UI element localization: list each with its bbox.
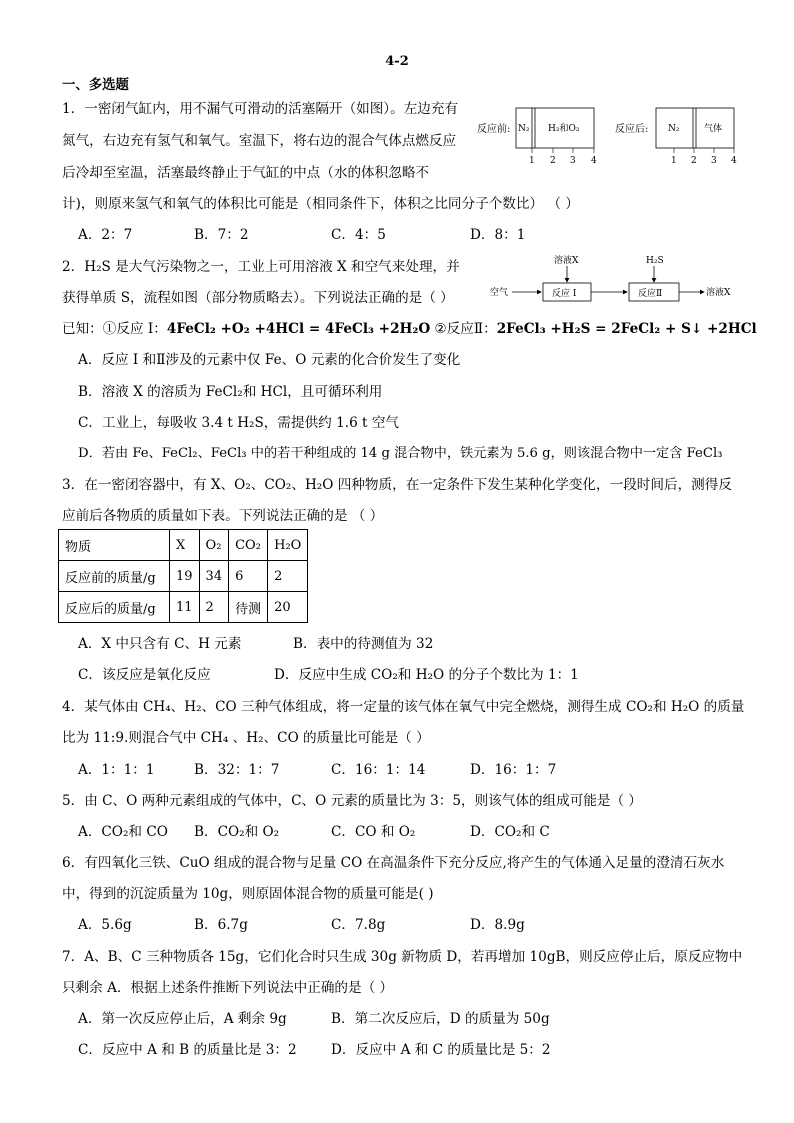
q3-option-a[interactable]: A．X 中只含有 C、H 元素	[78, 636, 242, 652]
svg-text:1: 1	[529, 156, 535, 166]
table-cell: 2	[199, 592, 229, 623]
q6-line-2: 中，得到的沉淀质量为 10g，则原固体混合物的质量可能是( )	[62, 886, 434, 902]
flow-h2s-in: H₂S	[646, 256, 664, 266]
q1-option-d[interactable]: D．8：1	[470, 227, 526, 243]
before-label: 反应前:	[477, 124, 511, 135]
svg-text:3: 3	[570, 156, 576, 166]
table-cell: 20	[268, 592, 308, 623]
table-header-cell: CO₂	[229, 530, 268, 561]
q7-option-c[interactable]: C．反应中 A 和 B 的质量比是 3：2	[78, 1042, 297, 1058]
q6-option-a[interactable]: A．5.6g	[78, 917, 132, 933]
q1-line-1: 1．一密闭气缸内，用不漏气可滑动的活塞隔开（如图）。左边充有	[62, 101, 459, 117]
svg-text:1: 1	[671, 156, 677, 166]
q2-option-a[interactable]: A．反应 I 和Ⅱ涉及的元素中仅 Fe、O 元素的化合价发生了变化	[78, 352, 461, 368]
before-left-gas: N₂	[518, 124, 530, 134]
q4-line-2: 比为 11:9.则混合气中 CH₄ 、H₂、CO 的质量比可能是（ ）	[62, 730, 430, 746]
q7-line-1: 7．A、B、C 三种物质各 15g，它们化合时只生成 30g 新物质 D，若再增加 10gB，则反应停止后，原反应物中	[62, 949, 743, 965]
page-title: 4-2	[385, 54, 409, 69]
svg-text:2: 2	[691, 156, 697, 166]
q4-option-c[interactable]: C．16：1：14	[331, 762, 426, 778]
q6-option-c[interactable]: C．7.8g	[331, 917, 386, 933]
q3-line-2: 应前后各物质的质量如下表。下列说法正确的是 （ ）	[62, 508, 384, 524]
q2-line-2: 获得单质 S，流程如图（部分物质略去）。下列说法正确的是（ ）	[62, 290, 454, 306]
after-right-gas: 气体	[704, 124, 723, 134]
q1-option-c[interactable]: C．4：5	[331, 227, 386, 243]
q7-line-2: 只剩余 A．根据上述条件推断下列说法中正确的是（ ）	[62, 980, 394, 996]
q2-known: 已知：①反应 I：4FeCl₂ +O₂ +4HCl = 4FeCl₃ +2H₂O ②反应Ⅱ：2FeCl₃ +H₂S = 2FeCl₂ + S↓ +2HCl	[62, 321, 757, 337]
q3-option-d[interactable]: D．反应中生成 CO₂和 H₂O 的分子个数比为 1：1	[274, 667, 579, 683]
section-heading: 一、多选题	[62, 77, 129, 93]
table-header-row	[59, 530, 308, 561]
piston-cylinder-diagram	[474, 100, 744, 168]
q5-line-1: 5．由 C、O 两种元素组成的气体中，C、O 元素的质量比为 3：5，则该气体的组成可能是（ ）	[62, 793, 643, 809]
before-right-gas: H₂和O₂	[548, 124, 580, 134]
table-cell: 34	[199, 561, 229, 592]
table-cell: 反应前的质量/g	[59, 561, 170, 592]
q4-option-d[interactable]: D．16：1：7	[470, 762, 557, 778]
table-cell: 反应后的质量/g	[59, 592, 170, 623]
q2-line-1: 2．H₂S 是大气污染物之一，工业上可用溶液 X 和空气来处理，并	[62, 259, 460, 275]
q6-line-1: 6．有四氧化三铁、CuO 组成的混合物与足量 CO 在高温条件下充分反应,将产生的气体通入足量的澄清石灰水	[62, 855, 725, 871]
table-row	[59, 561, 308, 592]
q3-line-1: 3．在一密闭容器中，有 X、O₂、CO₂、H₂O 四种物质，在一定条件下发生某种化学变化，一段时间后，测得反	[62, 477, 732, 493]
table-cell: 待测	[229, 592, 268, 623]
svg-text:4: 4	[591, 156, 597, 166]
table-header-cell: 物质	[59, 530, 170, 561]
q1-line-4: 计)，则原来氢气和氧气的体积比可能是（相同条件下，体积之比同分子个数比） （ ）	[62, 196, 579, 212]
table-header-cell: X	[170, 530, 200, 561]
table-cell: 2	[268, 561, 308, 592]
q4-option-a[interactable]: A．1：1：1	[78, 762, 155, 778]
q4-line-1: 4．某气体由 CH₄、H₂、CO 三种气体组成，将一定量的该气体在氧气中完全燃烧，测得生成 CO₂和 H₂O 的质量	[62, 699, 745, 715]
q7-option-d[interactable]: D．反应中 A 和 C 的质量比是 5：2	[331, 1042, 551, 1058]
svg-text:3: 3	[711, 156, 717, 166]
q2-option-c[interactable]: C．工业上，每吸收 3.4 t H₂S，需提供约 1.6 t 空气	[78, 415, 400, 431]
q5-option-a[interactable]: A．CO₂和 CO	[78, 824, 168, 840]
q7-option-b[interactable]: B．第二次反应后，D 的质量为 50g	[331, 1011, 550, 1027]
q2-option-b[interactable]: B．溶液 X 的溶质为 FeCl₂和 HCl，且可循环利用	[78, 384, 383, 400]
table-header-cell: O₂	[199, 530, 229, 561]
q5-option-d[interactable]: D．CO₂和 C	[470, 824, 550, 840]
table-cell: 11	[170, 592, 200, 623]
table-cell: 6	[229, 561, 268, 592]
q7-option-a[interactable]: A．第一次反应停止后，A 剩余 9g	[78, 1011, 287, 1027]
q4-option-b[interactable]: B．32：1：7	[194, 762, 280, 778]
svg-text:4: 4	[731, 156, 737, 166]
table-row	[59, 592, 308, 623]
svg-text:2: 2	[550, 156, 556, 166]
flow-air-label: 空气	[490, 288, 509, 298]
reaction-2-equation: 2FeCl₃ +H₂S = 2FeCl₂ + S↓ +2HCl	[496, 321, 757, 337]
flow-solution-x-in: 溶液X	[554, 256, 579, 266]
after-label: 反应后:	[615, 124, 649, 135]
after-left-gas: N₂	[668, 124, 680, 134]
svg-text:反应Ⅱ: 反应Ⅱ	[638, 289, 663, 299]
q5-option-b[interactable]: B．CO₂和 O₂	[194, 824, 280, 840]
q3-option-c[interactable]: C．该反应是氧化反应	[78, 667, 211, 683]
q6-option-d[interactable]: D．8.9g	[470, 917, 525, 933]
q3-option-b[interactable]: B．表中的待测值为 32	[293, 636, 434, 652]
q5-option-c[interactable]: C．CO 和 O₂	[331, 824, 416, 840]
q1-option-a[interactable]: A．2：7	[78, 227, 133, 243]
q1-line-3: 后冷却至室温，活塞最终静止于气缸的中点（水的体积忽略不	[62, 165, 430, 181]
mass-data-table	[58, 529, 308, 623]
svg-text:反应 I: 反应 I	[552, 289, 577, 299]
q6-option-b[interactable]: B．6.7g	[194, 917, 248, 933]
q2-option-d[interactable]: D．若由 Fe、FeCl₂、FeCl₃ 中的若干种组成的 14 g 混合物中，铁元素为 5.6 g，则该混合物中一定含 FeCl₃	[78, 446, 723, 461]
q1-option-b[interactable]: B．7：2	[194, 227, 249, 243]
table-cell: 19	[170, 561, 200, 592]
q1-line-2: 氮气，右边充有氢气和氧气。室温下，将右边的混合气体点燃反应	[62, 133, 457, 149]
process-flow-diagram	[488, 252, 744, 308]
flow-solution-x-out: 溶液X	[706, 288, 731, 298]
reaction-1-equation: 4FeCl₂ +O₂ +4HCl = 4FeCl₃ +2H₂O	[166, 321, 431, 337]
table-header-cell: H₂O	[268, 530, 308, 561]
